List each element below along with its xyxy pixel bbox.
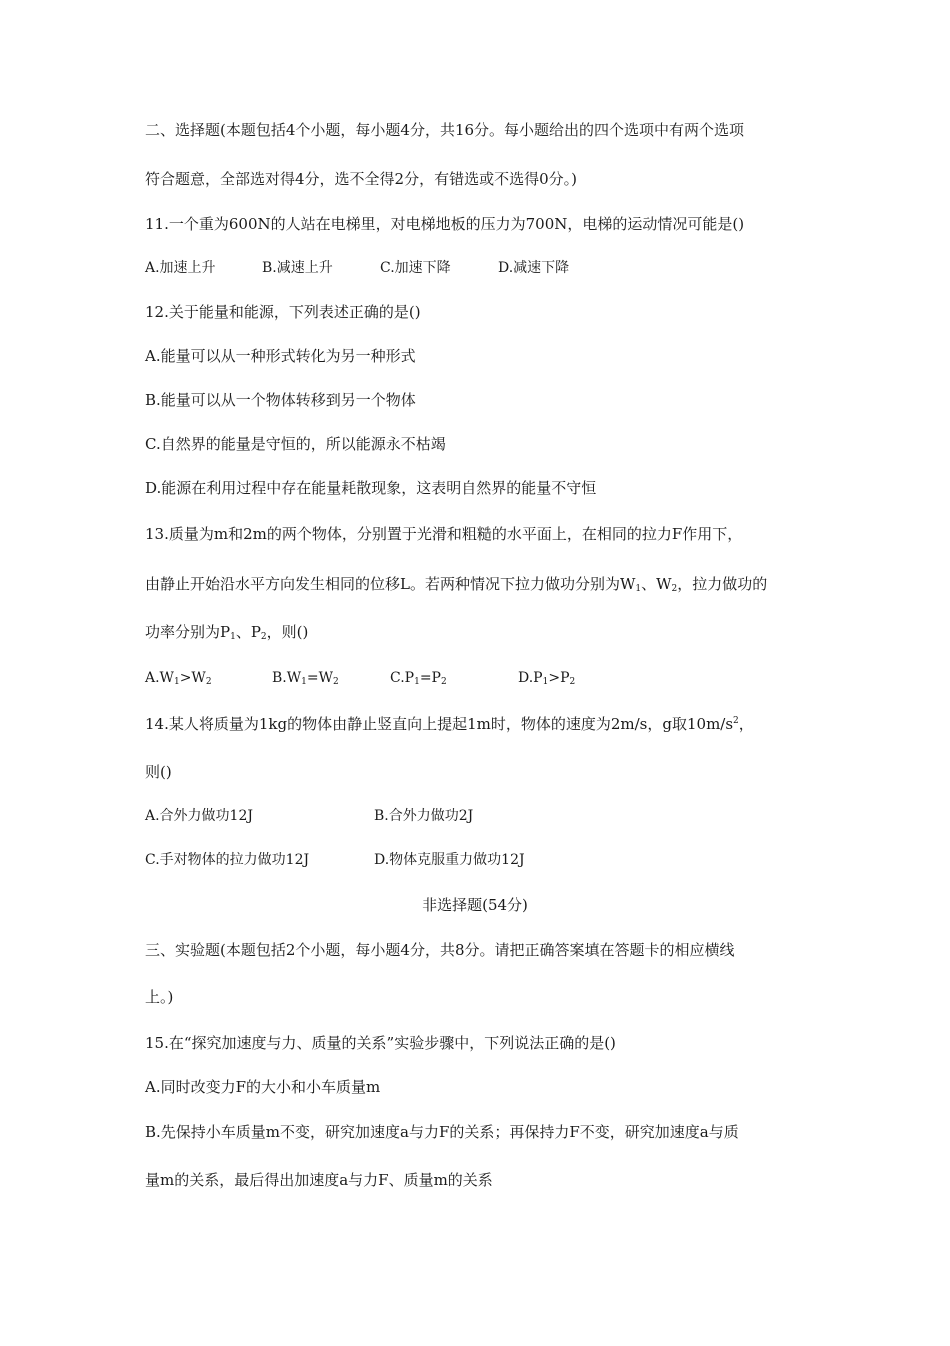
- q14-stem-line1-text-a: 14.某人将质量为1kg的物体由静止竖直向上提起1m时，物体的速度为2m/s，g取10m/s: [145, 715, 734, 733]
- q13-sub-p2: 2: [260, 632, 267, 642]
- q13-stem-line2-text-b: 、W: [641, 575, 672, 593]
- q13-stem-line2: [145, 574, 767, 594]
- section2-header-line2: 符合题意，全部选对得4分，选不全得2分，有错选或不选得0分。): [145, 170, 577, 188]
- q13-option-a-sub2: 2: [205, 677, 212, 687]
- nonchoice-title: 非选择题(54分): [422, 896, 528, 914]
- q13-option-d-sub2: 2: [569, 677, 576, 687]
- q13-stem-line3-text-c: ，则(): [266, 623, 309, 641]
- q15-option-b-line1: B.先保持小车质量m不变，研究加速度a与力F的关系；再保持力F不变，研究加速度a与质: [145, 1123, 739, 1141]
- q13-option-a-pre: A.W: [145, 670, 174, 686]
- q12-option-d: D.能源在利用过程中存在能量耗散现象，这表明自然界的能量不守恒: [145, 479, 597, 497]
- q14-sup-2: 2: [733, 716, 739, 726]
- q11-option-c: C.加速下降: [380, 260, 451, 276]
- q14-stem-line1: [145, 714, 754, 734]
- q11-option-a: A.加速上升: [145, 260, 216, 276]
- q13-sub-2: 2: [671, 584, 678, 594]
- q12-option-a: A.能量可以从一种形式转化为另一种形式: [145, 347, 416, 365]
- q13-option-b-sub1: 1: [301, 677, 307, 687]
- q13-option-b: [272, 668, 339, 688]
- q13-stem-line2-text-c: ，拉力做功的: [677, 575, 768, 593]
- q13-stem-line3-text-a: 功率分别为P: [145, 623, 231, 641]
- q13-option-c-sub1: 1: [414, 677, 420, 687]
- q14-option-b: B.合外力做功2J: [374, 808, 474, 824]
- q13-option-a-mid: >W: [179, 670, 206, 686]
- q14-stem-line1-text-b: ，: [738, 715, 754, 733]
- q13-stem-line1: 13.质量为m和2m的两个物体，分别置于光滑和粗糙的水平面上，在相同的拉力F作用下，: [145, 525, 743, 543]
- q11-option-b: B.减速上升: [262, 260, 333, 276]
- q13-option-d-pre: D.P: [518, 670, 543, 686]
- q13-option-c-sub2: 2: [440, 677, 447, 687]
- q12-stem: 12.关于能量和能源，下列表述正确的是(): [145, 303, 421, 321]
- q13-stem-line2-text-a: 由静止开始沿水平方向发生相同的位移L。若两种情况下拉力做功分别为W: [145, 575, 636, 593]
- section2-header-line1: 二、选择题(本题包括4个小题，每小题4分，共16分。每小题给出的四个选项中有两个选项: [145, 121, 745, 139]
- q13-option-a-sub1: 1: [173, 677, 180, 687]
- q13-option-b-sub2: 2: [333, 677, 339, 687]
- q12-option-b: B.能量可以从一个物体转移到另一个物体: [145, 391, 416, 409]
- section3-header-line1: 三、实验题(本题包括2个小题，每小题4分，共8分。请把正确答案填在答题卡的相应横线: [145, 941, 735, 959]
- q15-stem: 15.在“探究加速度与力、质量的关系”实验步骤中，下列说法正确的是(): [145, 1034, 616, 1052]
- q13-sub-p1: 1: [230, 632, 236, 642]
- q14-option-d: D.物体克服重力做功12J: [374, 852, 525, 868]
- q13-stem-line3: [145, 622, 308, 642]
- q13-option-c-mid: =P: [419, 670, 441, 686]
- q13-option-c: [390, 668, 447, 688]
- q13-option-d: [518, 668, 575, 688]
- q13-sub-1: 1: [635, 584, 642, 594]
- q14-option-c: C.手对物体的拉力做功12J: [145, 852, 310, 868]
- q12-option-c: C.自然界的能量是守恒的，所以能源永不枯竭: [145, 435, 446, 453]
- q14-stem-line2: 则(): [145, 763, 172, 781]
- q13-option-c-pre: C.P: [390, 670, 415, 686]
- q11-stem: 11.一个重为600N的人站在电梯里，对电梯地板的压力为700N，电梯的运动情况可能是(): [145, 215, 745, 233]
- q15-option-a: A.同时改变力F的大小和小车质量m: [145, 1078, 381, 1096]
- q13-stem-line3-text-b: 、P: [235, 623, 261, 641]
- q13-option-a: [145, 668, 212, 688]
- section3-header-line2: 上。): [145, 988, 174, 1006]
- q13-option-d-mid: >P: [548, 670, 570, 686]
- q13-option-d-sub1: 1: [542, 677, 549, 687]
- q15-option-b-line2: 量m的关系，最后得出加速度a与力F、质量m的关系: [145, 1171, 493, 1189]
- q11-option-d: D.减速下降: [498, 260, 570, 276]
- q14-option-a: A.合外力做功12J: [145, 808, 253, 824]
- q13-option-b-pre: B.W: [272, 670, 302, 686]
- q13-option-b-mid: =W: [306, 670, 333, 686]
